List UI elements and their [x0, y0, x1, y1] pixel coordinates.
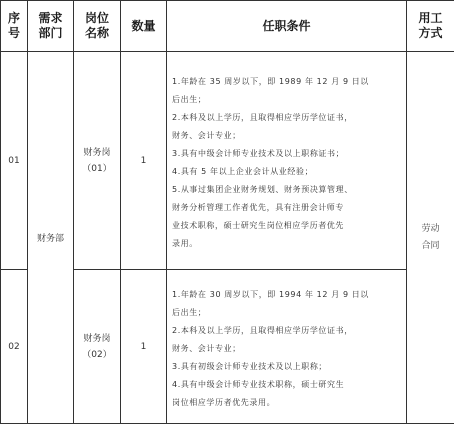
- requirement-line: 4.具有中级会计师专业技术职称，硕士研究生: [172, 376, 401, 394]
- requirement-line: 后出生；: [172, 304, 401, 322]
- row-count: 1: [121, 52, 167, 270]
- row-position: 财务岗 （01）: [74, 52, 121, 270]
- requirement-line: 后出生；: [172, 91, 401, 109]
- requirement-line: 3.具有初级会计师专业技术及以上职称；: [172, 358, 401, 376]
- row-requirements: [167, 52, 407, 270]
- header-index: 序 号: [1, 1, 28, 52]
- requirement-line: 1.年龄在 35 周岁以下，即 1989 年 12 月 9 日以: [172, 73, 401, 91]
- row-index: 02: [1, 270, 28, 424]
- header-row: [1, 1, 454, 52]
- table-row: [1, 52, 454, 270]
- row-employment: 劳动 合同: [407, 52, 454, 424]
- requirement-line: 财务、会计专业；: [172, 340, 401, 358]
- row-count: 1: [121, 270, 167, 424]
- requirement-line: 5.从事过集团企业财务规划、财务预决算管理、: [172, 181, 401, 199]
- header-requirements: 任职条件: [167, 1, 407, 52]
- requirement-line: 2.本科及以上学历，且取得相应学历学位证书，: [172, 322, 401, 340]
- requirement-line: 财务分析管理工作者优先，具有注册会计师专: [172, 199, 401, 217]
- requirement-line: 3.具有中级会计师专业技术及以上职称证书；: [172, 145, 401, 163]
- row-requirements: [167, 270, 407, 424]
- requirement-line: 业技术职称，硕士研究生岗位相应学历者优先: [172, 217, 401, 235]
- requirement-line: 4.具有 5 年以上企业会计从业经验；: [172, 163, 401, 181]
- row-position: 财务岗 （02）: [74, 270, 121, 424]
- header-count: 数量: [121, 1, 167, 52]
- requirement-line: 2.本科及以上学历，且取得相应学历学位证书，: [172, 109, 401, 127]
- header-employment: 用工 方式: [407, 1, 454, 52]
- header-position: 岗位 名称: [74, 1, 121, 52]
- header-dept: 需求 部门: [28, 1, 74, 52]
- requirement-line: 财务、会计专业；: [172, 127, 401, 145]
- requirement-line: 1.年龄在 30 周岁以下，即 1994 年 12 月 9 日以: [172, 286, 401, 304]
- requirement-line: 录用。: [172, 235, 401, 253]
- row-dept: 财务部: [28, 52, 74, 424]
- row-index: 01: [1, 52, 28, 270]
- requirement-line: 岗位相应学历者优先录用。: [172, 394, 401, 412]
